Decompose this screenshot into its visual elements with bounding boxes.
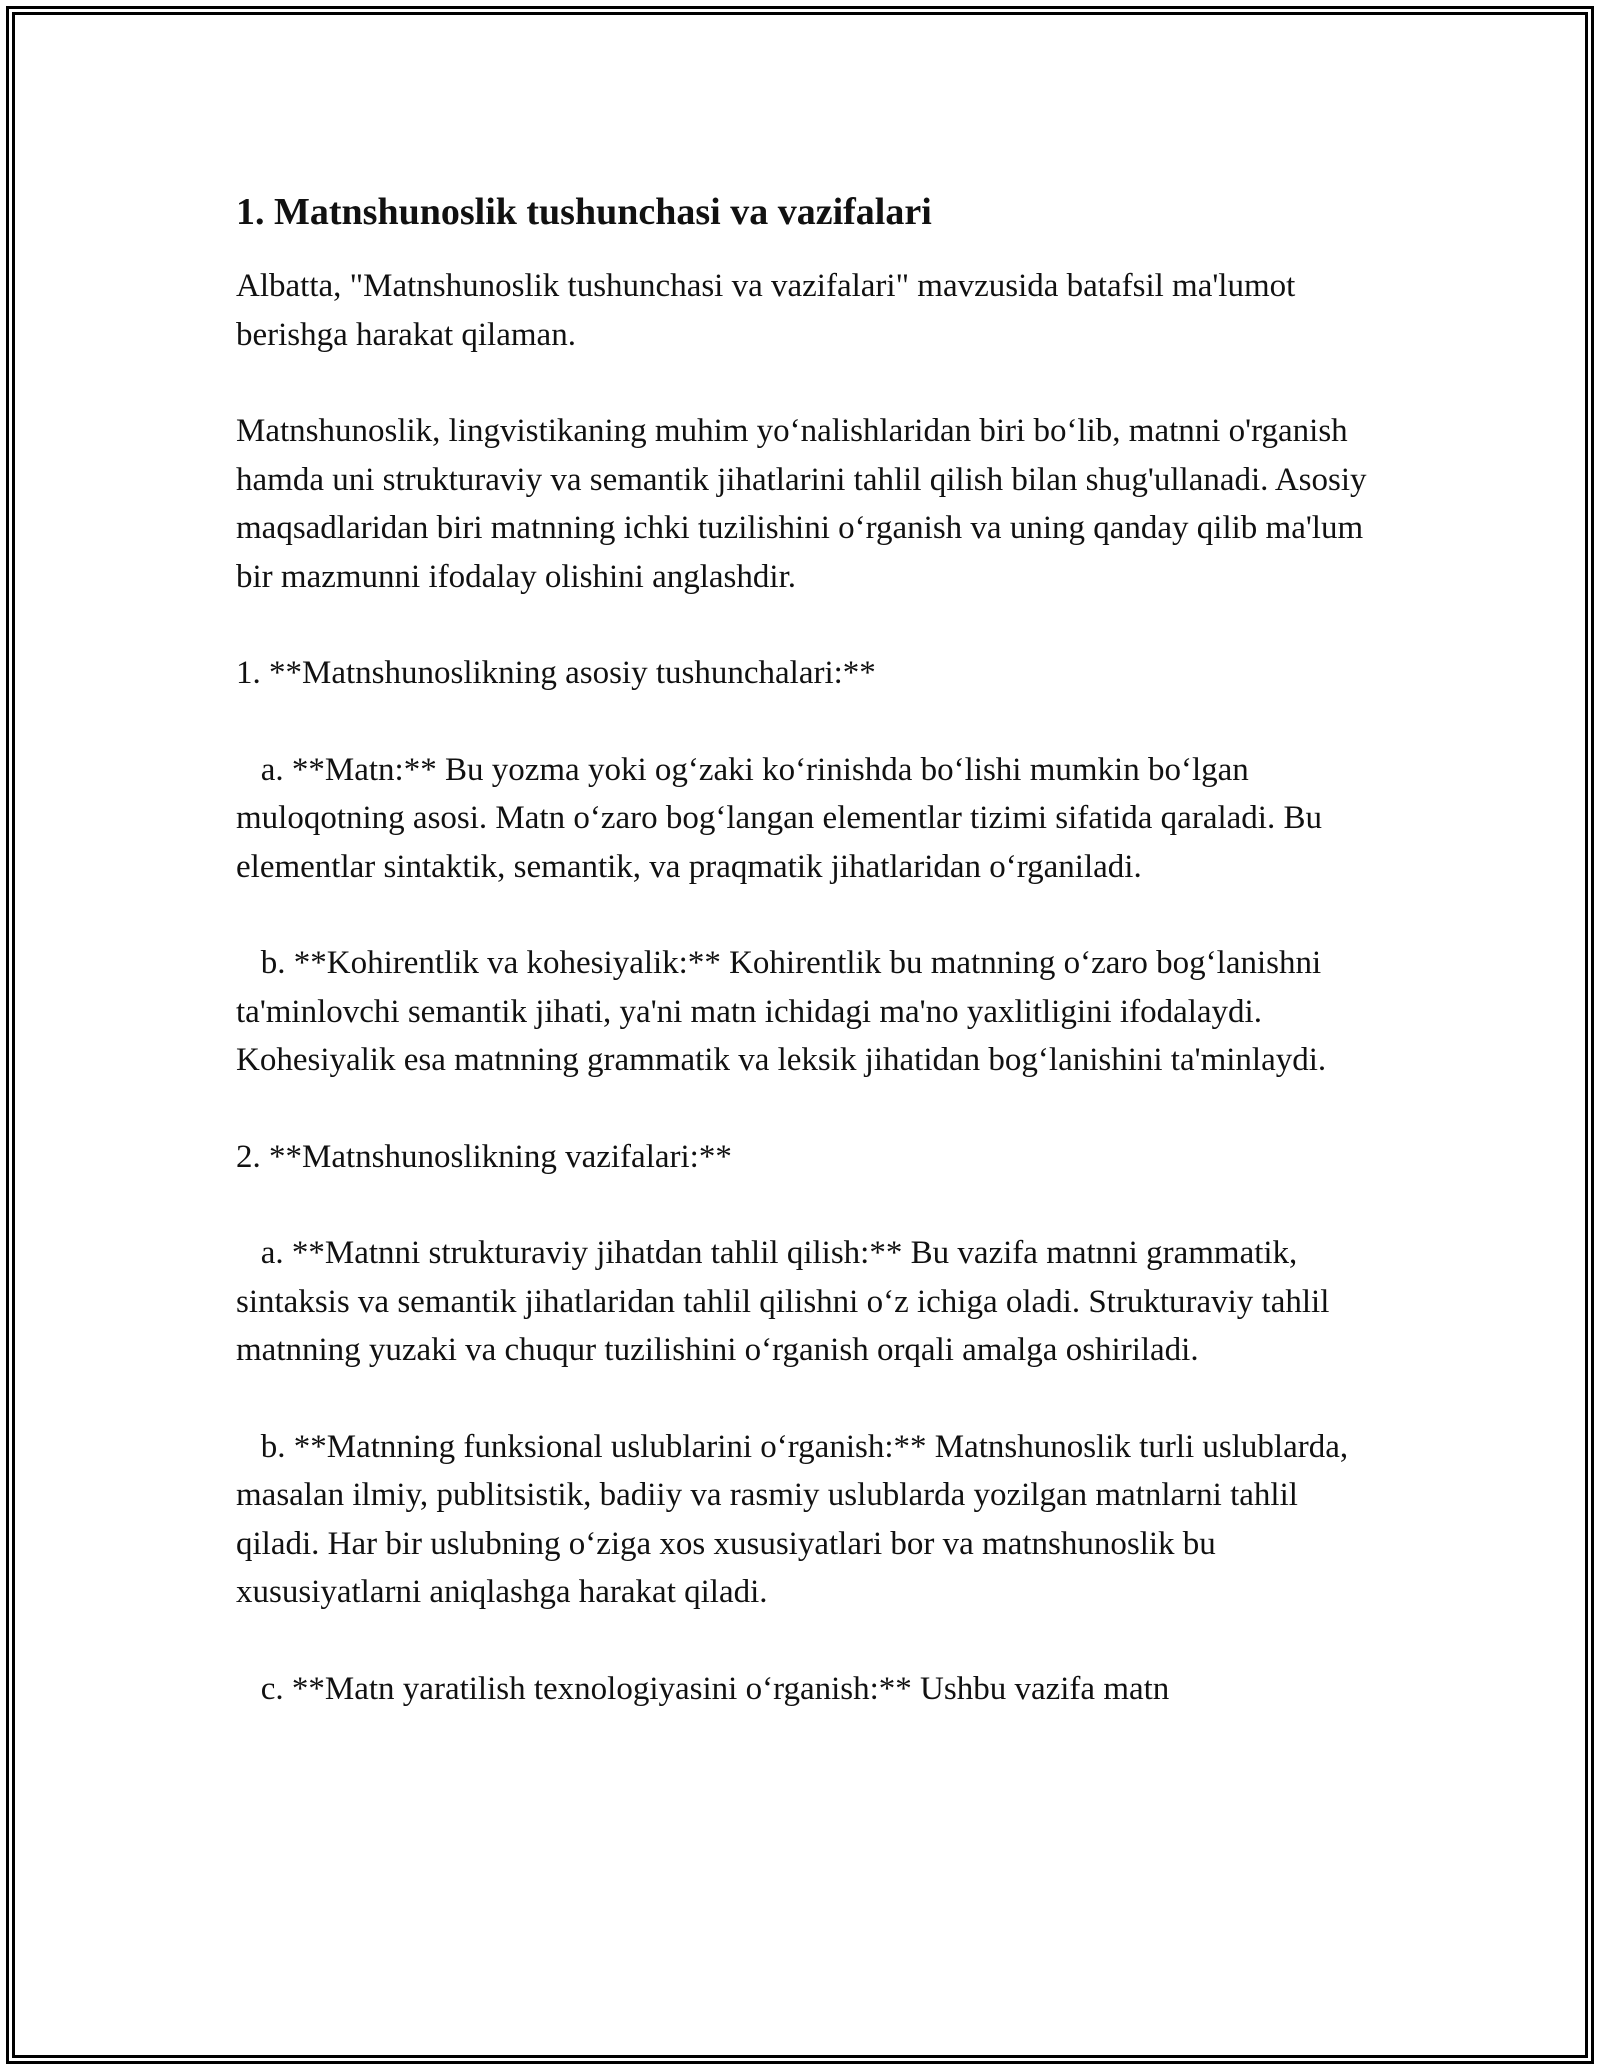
- section-heading-concepts: 1. **Matnshunoslikning asosiy tushunchalari:**: [236, 655, 876, 691]
- list-item-matn: a. **Matn:** Bu yozma yoki og‘zaki ko‘rinishda bo‘lishi mumkin bo‘lgan muloqotning asosi. Matn o‘zaro bog‘langan elementlar tizimi sifatida qaraladi. Bu elementlar sintaktik, semantik, va praqmatik jihatlaridan o‘rganiladi.: [236, 751, 1331, 885]
- list-item-functional-styles: b. **Matnning funksional uslublarini o‘rganish:** Matnshunoslik turli uslublarda, masalan ilmiy, publitsistik, badiiy va rasmiy uslublarda yozilgan matnlarni tahlil qiladi. Har bir uslubning o‘ziga xos xususiyatlari bor va matnshunoslik bu xususiyatlarni aniqlashga harakat qiladi.: [236, 1428, 1357, 1610]
- document-title: 1. Matnshunoslik tushunchasi va vazifalari: [236, 191, 932, 233]
- list-item-structural-analysis: a. **Matnni strukturaviy jihatdan tahlil qilish:** Bu vazifa matnni grammatik, sintaksis va semantik jihatlaridan tahlil qilishni o‘z ichiga oladi. Strukturaviy tahlil matnning yuzaki va chuqur tuzilishini o‘rganish orqali amalga oshiriladi.: [236, 1235, 1338, 1368]
- section-heading-tasks: 2. **Matnshunoslikning vazifalari:**: [236, 1138, 732, 1175]
- paragraph-definition: Matnshunoslik, lingvistikaning muhim yo‘nalishlaridan biri bo‘lib, matnni o'rganish hamda uni strukturaviy va semantik jihatlarini tahlil qilish bilan shug'ullanadi. Asosiy maqsadlaridan biri matnning ichki tuzilishini o‘rganish va uning qanday qilib ma'lum bir mazmunni ifodalay olishini anglashdir.: [236, 413, 1375, 595]
- document-body: [236, 186, 1386, 1761]
- list-item-kohirentlik: b. **Kohirentlik va kohesiyalik:** Kohirentlik bu matnning o‘zaro bog‘lanishni ta'minlovchi semantik jihati, ya'ni matn ichidagi ma'no yaxlitligini ifodalaydi. Kohesiyalik esa matnning grammatik va leksik jihatidan bog‘lanishini ta'minlaydi.: [236, 945, 1330, 1078]
- list-item-text-creation: c. **Matn yaratilish texnologiyasini o‘rganish:** Ushbu vazifa matn: [236, 1670, 1170, 1707]
- paragraph-intro: Albatta, "Matnshunoslik tushunchasi va vazifalari" mavzusida batafsil ma'lumot berishga harakat qilaman.: [236, 268, 1304, 353]
